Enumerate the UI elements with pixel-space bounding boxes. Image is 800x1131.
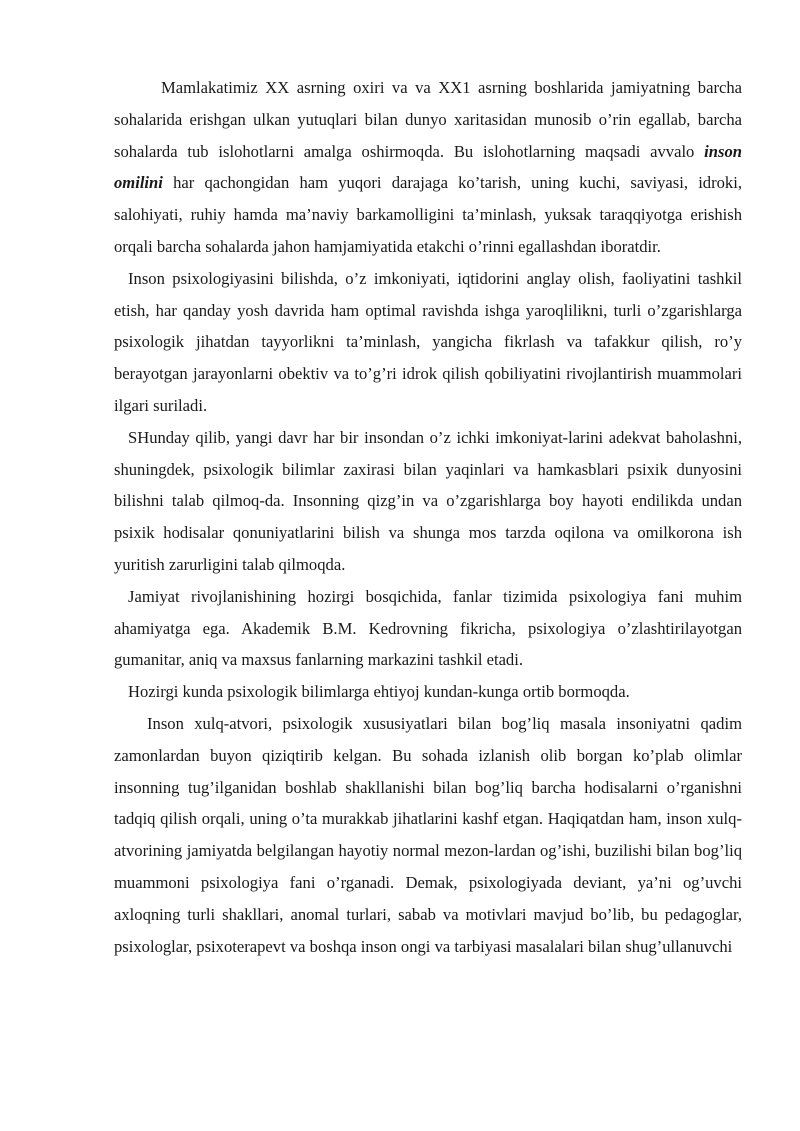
paragraph-4: Jamiyat rivojlanishining hozirgi bosqichida, fanlar tizimida psixologiya fani muhim ahamiyatga ega. Akademik B.M. Kedrovning fikricha, psixologiya o’zlashtirilayotgan gumanitar, aniq va maxsus fanlarning markazini tashkil etadi. [114,586,742,670]
paragraph-2: Inson psixologiyasini bilishda, o’z imkoniyati, iqtidorini anglay olish, faoliyatini tashkil etish, har qanday yosh davrida ham optimal ravishda ishga yaroqlilikni, turli o’zgarishlarga psixologik jihatdan tayyorlikni ta’minlash, yangicha fikrlash va tafakkur qilish, ro’y berayotgan jarayonlarni obektiv va to’g’ri idrok qilish qobiliyatini rivojlantirish muammolari ilgari suriladi. [114,268,742,415]
paragraph-intro-text-start: Mamlakatimiz XX asrning oxiri va va XX1 asrning boshlarida jamiyatning barcha sohalarida erishgan ulkan yutuqlari bilan dunyo xaritasidan munosib o’rin egallab, barcha sohalarda tub islohotlarni amalga oshirmoqda. Bu islohotlarning maqsadi avvalo [114,78,742,161]
paragraph-5: Hozirgi kunda psixologik bilimlarga ehtiyoj kundan-kunga ortib bormoqda. [128,682,630,702]
paragraph-3: SHunday qilib, yangi davr har bir insondan o’z ichki imkoniyat-larini adekvat baholashni, shuningdek, psixologik bilimlar zaxirasi bilan yaqinlari va hamkasblari psixik dunyosini bilishni talab qilmoq-da. Insonning qizg’in va o’zgarishlarga boy hayoti endilikda undan psixik hodisalar qonuniyatlarini bilish va shunga mos tarzda oqilona va omilkorona ish yuritish zarurligini talab qilmoqda. [114,427,742,574]
emphasized-term: inson omilini [114,141,742,193]
document-page [114,72,742,962]
paragraph-intro [114,72,742,263]
paragraph-intro-text-end: har qachongidan ham yuqori darajaga ko’tarish, uning kuchi, saviyasi, idroki, salohiyati, ruhiy hamda ma’naviy barkamolligini ta’minlash, yuksak taraqqiyotga erishish orqali barcha sohalarda jahon hamjamiyatida etakchi o’rinni egallashdan iboratdir. [114,173,742,256]
paragraph-6: Inson xulq-atvori, psixologik xususiyatlari bilan bog’liq masala insoniyatni qadim zamonlardan buyon qiziqtirib kelgan. Bu sohada izlanish olib borgan ko’plab olimlar insonning tug’ilganidan boshlab shakllanishi bilan bog’liq barcha hodisalarni o’rganishni tadqiq qilish orqali, uning o’ta murakkab jihatlarini kashf etgan. Haqiqatdan ham, inson xulq-atvorining jamiyatda belgilangan hayotiy normal mezon-lardan og’ishi, buzilishi bilan bog’liq muammoni psixologiya fani o’rganadi. Demak, psixologiyada deviant, ya’ni og’uvchi axloqning turli shakllari, anomal turlari, sabab va motivlari mavjud bo’lib, bu pedagoglar, psixologlar, psixoterapevt va boshqa inson ongi va tarbiyasi masalalari bilan shug’ullanuvchi [114,713,742,956]
